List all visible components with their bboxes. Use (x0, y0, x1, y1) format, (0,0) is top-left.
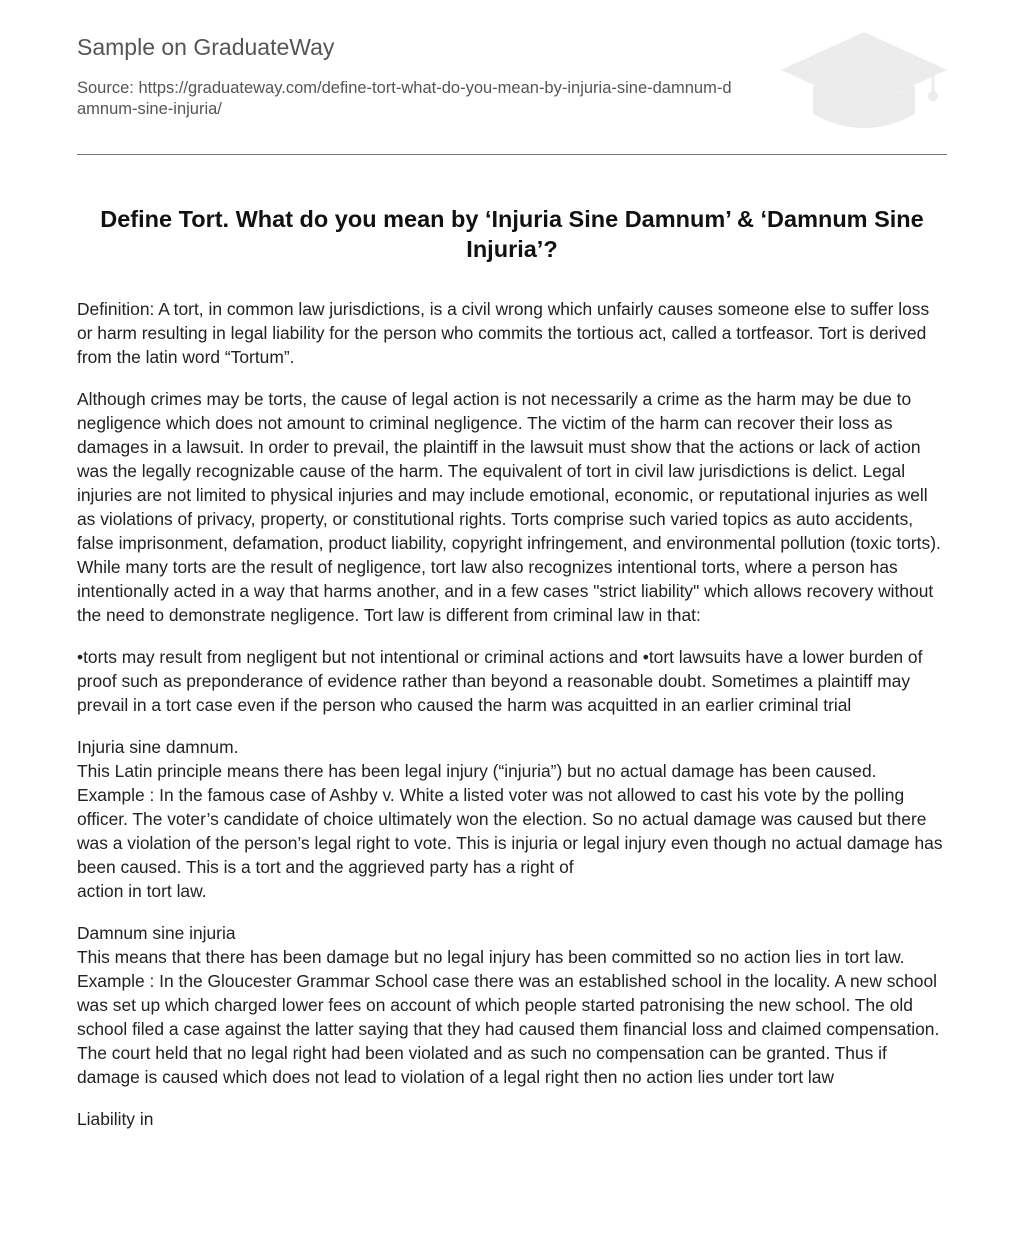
document-title: Define Tort. What do you mean by ‘Injuria Sine Damnum’ & ‘Damnum Sine Injuria’? (100, 206, 924, 262)
source-line (77, 78, 737, 120)
source-url-link[interactable]: https://graduateway.com/define-tort-what-do-you-mean-by-injuria-sine-damnum-damnum-sine-injuria/ (77, 79, 732, 118)
injuria-example: Example : In the famous case of Ashby v. White a listed voter was not allowed to cast his vote by the polling officer. The voter’s candidate of choice ultimately won the election. So no actual damage was caused but there was a violation of the person’s legal right to vote. This is injuria or legal injury even though no actual damage has been caused. This is a tort and the aggrieved party has a right of (77, 785, 943, 877)
crimes-torts-paragraph: Although crimes may be torts, the cause of legal action is not necessarily a crime as the harm may be due to negligence which does not amount to criminal negligence. The victim of the harm can recover their loss as damages in a lawsuit. In order to prevail, the plaintiff in the lawsuit must show that the actions or lack of action was the legally recognizable cause of the harm. The equivalent of tort in civil law jurisdictions is delict. Legal injuries are not limited to physical injuries and may include emotional, economic, or reputational injuries as well as violations of privacy, property, or constitutional rights. Torts comprise such varied topics as auto accidents, false imprisonment, defamation, product liability, copyright infringement, and environmental pollution (toxic torts). While many torts are the result of negligence, tort law also recognizes intentional torts, where a person has intentionally acted in a way that harms another, and in a few cases "strict liability" which allows recovery without the need to demonstrate negligence. Tort law is different from criminal law in that: (77, 389, 941, 625)
cap-tassel (928, 91, 938, 101)
damnum-meaning: This means that there has been damage but no legal injury has been committed so no action lies in tort law. (77, 947, 905, 967)
injuria-meaning: This Latin principle means there has been legal injury (“injuria”) but no actual damage has been caused. (77, 761, 877, 781)
injuria-heading: Injuria sine damnum. (77, 737, 239, 757)
header-divider (77, 154, 947, 155)
damnum-example: Example : In the Gloucester Grammar School case there was an established school in the locality. A new school was set up which charged lower fees on account of which people started patronising the new school. The old school filed a case against the latter saying that they had caused them financial loss and claimed compensation. The court held that no legal right had been violated and as such no compensation can be granted. Thus if damage is caused which does not lead to violation of a legal right then no action lies under tort law (77, 971, 940, 1087)
injuria-ending: action in tort law. (77, 881, 207, 901)
damnum-heading: Damnum sine injuria (77, 923, 236, 943)
injuria-sine-damnum-section (77, 735, 947, 903)
cap-board (781, 32, 947, 108)
tort-differences-paragraph: •torts may result from negligent but not intentional or criminal actions and •tort lawsuits have a lower burden of proof such as preponderance of evidence rather than beyond a reasonable doubt. Sometimes a plaintiff may prevail in a tort case even if the person who caused the harm was acquitted in an earlier criminal trial (77, 647, 923, 715)
site-name: Sample on GraduateWay (77, 34, 335, 60)
damnum-sine-injuria-section (77, 921, 947, 1089)
graduation-cap-icon (781, 30, 947, 134)
document-body (77, 297, 947, 1149)
definition-paragraph: Definition: A tort, in common law jurisdictions, is a civil wrong which unfairly causes someone else to suffer loss or harm resulting in legal liability for the person who commits the tortious act, called a tortfeasor. Tort is derived from the latin word “Tortum”. (77, 299, 930, 367)
trailing-text: Liability in (77, 1109, 154, 1129)
source-label: Source: (77, 79, 134, 97)
